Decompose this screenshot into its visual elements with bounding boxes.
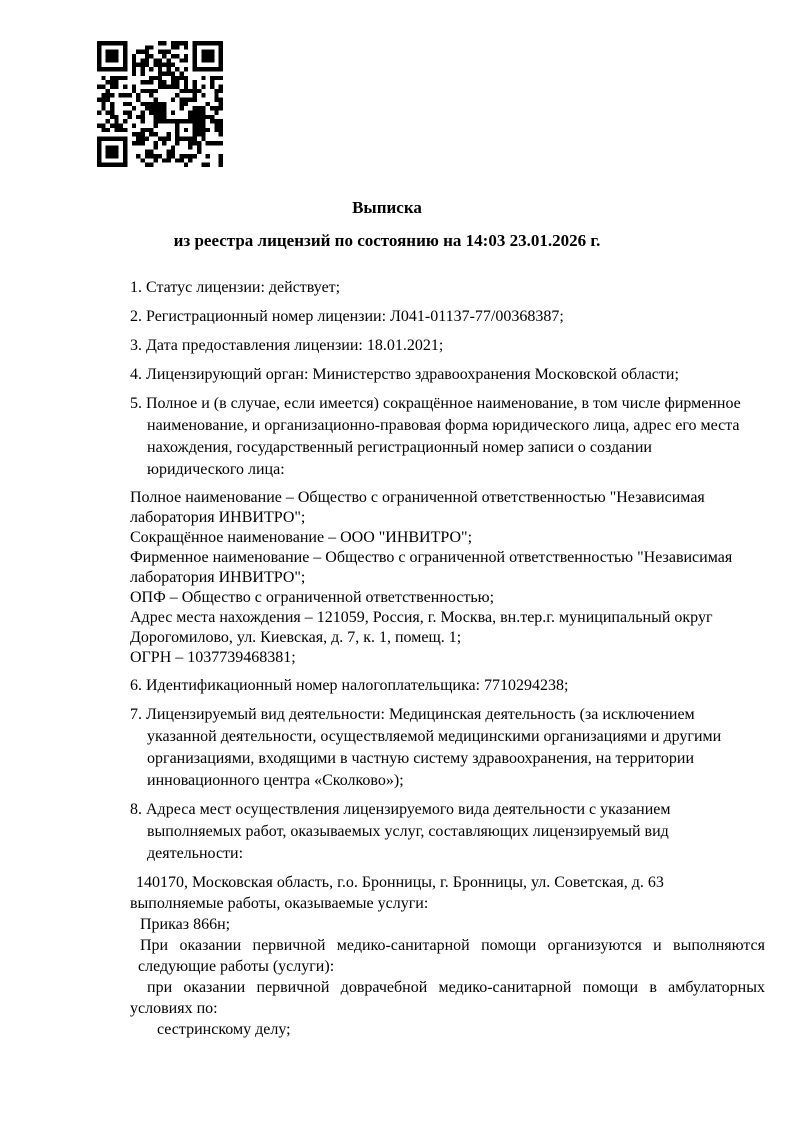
text-line: 140170, Московская область, г.о. Бронницы, г. Бронницы, ул. Советская, д. 63 — [136, 874, 664, 891]
text-line: ОГРН – 1037739468381; — [130, 649, 296, 666]
qr-code — [97, 41, 223, 167]
text-line: Фирменное наименование – Общество с ограниченной ответственностью "Независимая — [130, 549, 733, 566]
text-line: юридического лица: — [147, 461, 285, 478]
document-body — [130, 277, 765, 1040]
paragraph-legal-entity-heading — [130, 393, 765, 481]
text-line: сестринскому делу; — [157, 1021, 291, 1038]
text-line: указанной деятельности, осуществляемой медицинскими организациями и другими — [147, 728, 722, 745]
paragraph-taxpayer-number — [130, 675, 765, 697]
text-line: следующие работы (услуги): — [138, 958, 335, 975]
text-line: условиях по: — [130, 1000, 218, 1017]
text-line: наименование, и организационно-правовая форма юридического лица, адрес его места — [147, 417, 740, 434]
text-line: 5. Полное и (в случае, если имеется) сокращённое наименование, в том числе фирменное — [130, 395, 741, 412]
text-line: 3. Дата предоставления лицензии: 18.01.2021; — [130, 337, 444, 354]
text-line: Полное наименование – Общество с ограниченной ответственностью "Независимая — [130, 489, 705, 506]
paragraph-licensing-authority — [130, 364, 765, 386]
text-line: 2. Регистрационный номер лицензии: Л041-01137-77/00368387; — [130, 308, 564, 325]
text-line: лаборатория ИНВИТРО"; — [130, 569, 306, 586]
text-line: инновационного центра «Сколково»); — [147, 772, 404, 789]
text-line: лаборатория ИНВИТРО"; — [130, 509, 306, 526]
document-subtitle: из реестра лицензий по состоянию на 14:03 23.01.2026 г. — [173, 231, 601, 250]
paragraph-status — [130, 277, 765, 299]
text-line: Приказ 866н; — [140, 916, 231, 933]
text-line: выполняемые работы, оказываемые услуги: — [130, 895, 429, 912]
text-line: 6. Идентификационный номер налогоплательщика: 7710294238; — [130, 677, 569, 694]
text-line: Дорогомилово, ул. Киевская, д. 7, к. 1, помещ. 1; — [130, 629, 462, 646]
text-line: 1. Статус лицензии: действует; — [130, 279, 341, 296]
text-line: организациями, входящими в частную систему здравоохранения, на территории — [147, 750, 695, 767]
text-line: нахождения, государственный регистрационный номер записи о создании — [147, 439, 652, 456]
text-line: ОПФ – Общество с ограниченной ответственностью; — [130, 589, 495, 606]
text-line: деятельности: — [147, 845, 244, 862]
text-line: 8. Адреса мест осуществления лицензируемого вида деятельности с указанием — [130, 801, 671, 818]
text-line: 4. Лицензирующий орган: Министерство здравоохранения Московской области; — [130, 366, 679, 383]
paragraph-address-works — [130, 872, 765, 1040]
document-title: Выписка — [352, 198, 422, 217]
text-line: при оказании первичной доврачебной медико-санитарной помощи в амбулаторных — [147, 979, 765, 996]
text-line: выполняемых работ, оказываемых услуг, составляющих лицензируемый вид — [147, 823, 669, 840]
text-line: Сокращённое наименование – ООО "ИНВИТРО"; — [130, 529, 473, 546]
paragraph-registration-number — [130, 306, 765, 328]
paragraph-grant-date — [130, 335, 765, 357]
paragraph-legal-entity-details — [130, 488, 765, 668]
text-line: При оказании первичной медико-санитарной помощи организуются и выполняются — [140, 937, 765, 954]
paragraph-licensed-activity — [130, 704, 765, 792]
paragraph-activity-addresses-heading — [130, 799, 765, 865]
text-line: Адрес места нахождения – 121059, Россия, г. Москва, вн.тер.г. муниципальный округ — [130, 609, 713, 626]
text-line: 7. Лицензируемый вид деятельности: Медицинская деятельность (за исключением — [130, 706, 695, 723]
